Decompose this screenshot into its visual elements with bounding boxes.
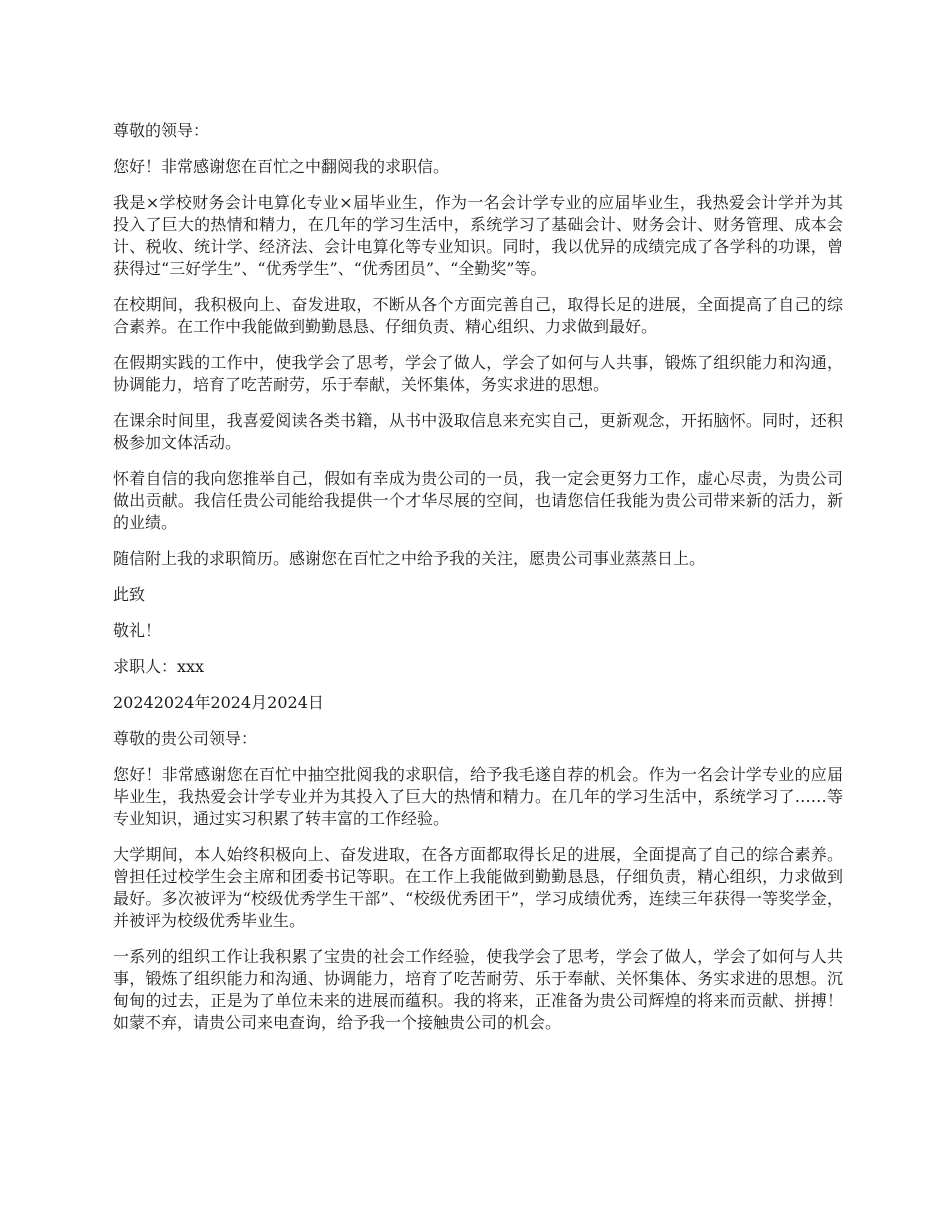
hobby-paragraph: 在课余时间里，我喜爱阅读各类书籍，从书中汲取信息来充实自己，更新观念，开拓脑怀。同时，还积极参加文体活动。: [113, 411, 843, 452]
university-paragraph: 大学期间，本人始终积极向上、奋发进取，在各方面都取得长足的进展，全面提高了自己的综合素养。曾担任过校学生会主席和团委书记等职。在工作上我能做到勤勤恳恳，仔细负责，精心组织，力求做到最好。多次被评为“校级优秀学生干部”、“校级优秀团干”，学习成绩优秀，连续三年获得一等奖学金，并被评为校级优秀毕业生。: [113, 845, 843, 930]
school-paragraph: 在校期间，我积极向上、奋发进取，不断从各个方面完善自己，取得长足的进展，全面提高了自己的综合素养。在工作中我能做到勤勤恳恳、仔细负责、精心组织、力求做到最好。: [113, 295, 843, 336]
greeting-paragraph-2: 您好！非常感谢您在百忙中抽空批阅我的求职信，给予我毛遂自荐的机会。作为一名会计学专业的应届毕业生，我热爱会计学专业并为其投入了巨大的热情和精力。在几年的学习生活中，系统学习了……等专业知识，通过实习积累了转丰富的工作经验。: [113, 765, 843, 828]
salutation: 尊敬的领导：: [113, 121, 210, 140]
practice-paragraph: 在假期实践的工作中，使我学会了思考，学会了做人，学会了如何与人共事，锻炼了组织能力和沟通，协调能力，培育了吃苦耐劳，乐于奉献，关怀集体，务实求进的思想。: [113, 353, 843, 394]
letter-body: [113, 120, 843, 1048]
date: 20242024年2024月2024日: [113, 693, 324, 712]
closing-line-2: 敬礼！: [113, 621, 162, 640]
recommend-paragraph: 怀着自信的我向您推举自己，假如有幸成为贵公司的一员，我一定会更努力工作，虚心尽责，为贵公司做出贡献。我信任贵公司能给我提供一个才华尽展的空间，也请您信任我能为贵公司带来新的活力，新的业绩。: [113, 469, 843, 532]
intro-paragraph: 我是×学校财务会计电算化专业×届毕业生，作为一名会计学专业的应届毕业生，我热爱会计学并为其投入了巨大的热情和精力，在几年的学习生活中，系统学习了基础会计、财务会计、财务管理、成本会计、税收、统计学、经济法、会计电算化等专业知识。同时，我以优异的成绩完成了各学科的功课，曾获得过“三好学生”、“优秀学生”、“优秀团员”、“全勤奖”等。: [113, 193, 843, 278]
salutation-2: 尊敬的贵公司领导：: [113, 729, 258, 748]
signature: 求职人：xxx: [113, 657, 205, 676]
attachment-paragraph: 随信附上我的求职简历。感谢您在百忙之中给予我的关注，愿贵公司事业蒸蒸日上。: [113, 549, 706, 568]
experience-paragraph: 一系列的组织工作让我积累了宝贵的社会工作经验，使我学会了思考，学会了做人，学会了如何与人共事，锻炼了组织能力和沟通、协调能力，培育了吃苦耐劳、乐于奉献、关怀集体、务实求进的思想。沉甸甸的过去，正是为了单位未来的进展而蕴积。我的将来，正准备为贵公司辉煌的将来而贡献、拼搏！如蒙不弃，请贵公司来电查询，给予我一个接触贵公司的机会。: [113, 947, 843, 1032]
greeting-paragraph: 您好！非常感谢您在百忙之中翻阅我的求职信。: [113, 157, 450, 176]
closing-line-1: 此致: [113, 585, 146, 604]
